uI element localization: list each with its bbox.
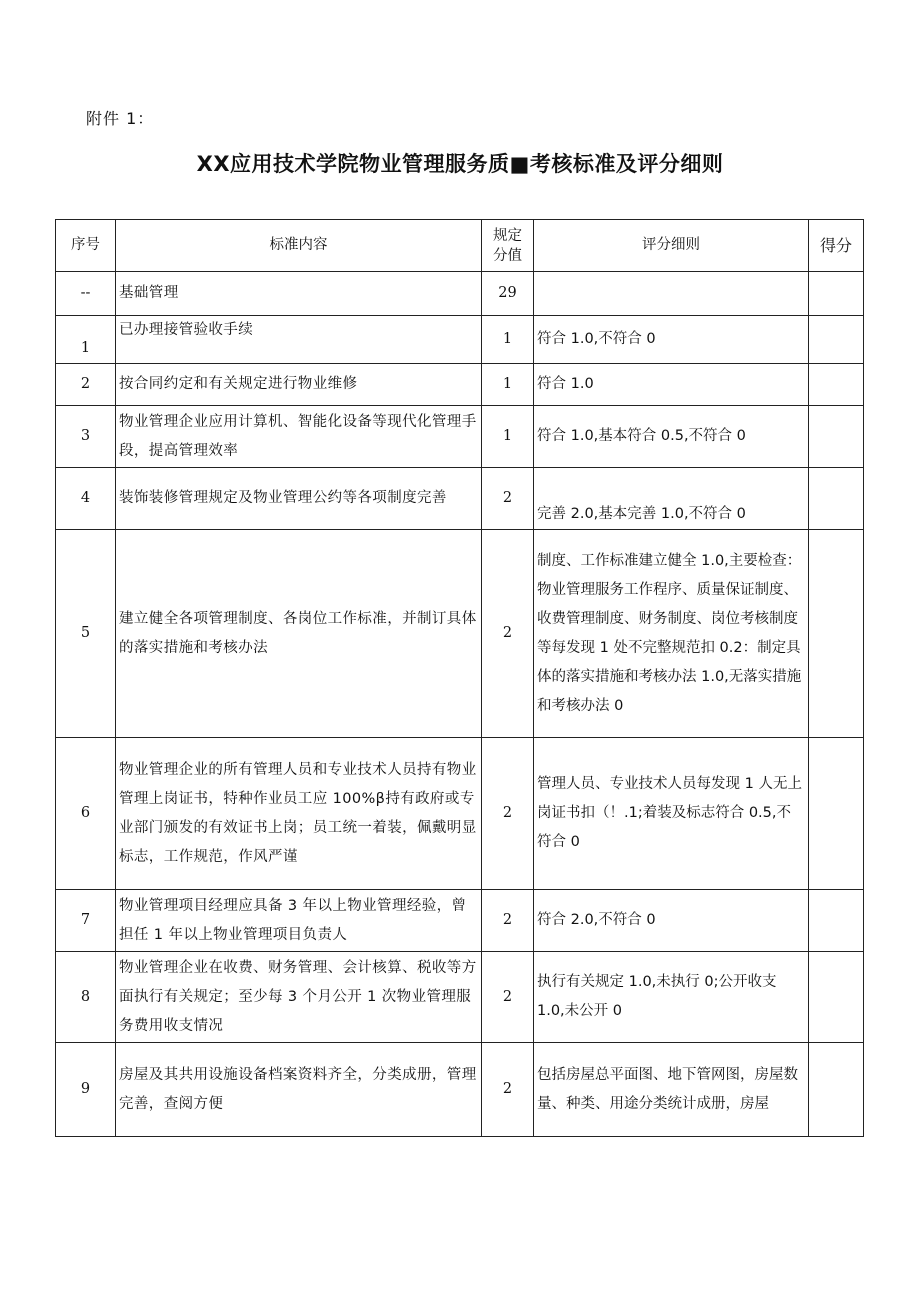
attachment-label: 附件 1： <box>86 109 155 128</box>
table-row <box>56 316 864 364</box>
row-standard: 物业管理企业在收费、财务管理、会计核算、税收等方面执行有关规定；至少每 3 个月公开 1 次物业管理服务费用收支情况 <box>116 952 482 1043</box>
row-standard: 房屋及其共用设施设备档案资料齐全，分类成册，管理完善，查阅方便 <box>116 1043 482 1137</box>
row-rules: 符合 1.0,基本符合 0.5,不符合 0 <box>534 406 809 468</box>
row-score: 2 <box>482 468 534 530</box>
row-score: 2 <box>482 952 534 1043</box>
row-rules: 符合 1.0 <box>534 364 809 406</box>
row-rules: 完善 2.0,基本完善 1.0,不符合 0 <box>534 468 809 530</box>
table-row <box>56 738 864 890</box>
row-no: 7 <box>56 890 116 952</box>
row-got <box>809 364 864 406</box>
row-standard: 物业管理项目经理应具备 3 年以上物业管理经验，曾担任 1 年以上物业管理项目负责人 <box>116 890 482 952</box>
row-got <box>809 738 864 890</box>
row-score: 2 <box>482 738 534 890</box>
row-no: 8 <box>56 952 116 1043</box>
row-no: 3 <box>56 406 116 468</box>
row-standard: 按合同约定和有关规定进行物业维修 <box>116 364 482 406</box>
row-rules: 包括房屋总平面图、地下管网图，房屋数量、种类、用途分类统计成册，房屋 <box>534 1043 809 1137</box>
row-got <box>809 952 864 1043</box>
table-row <box>56 406 864 468</box>
header-standard: 标准内容 <box>116 220 482 272</box>
header-score <box>482 220 534 272</box>
table-row <box>56 364 864 406</box>
row-rules: 管理人员、专业技术人员每发现 1 人无上岗证书扣（！.1;着装及标志符合 0.5,不符合 0 <box>534 738 809 890</box>
row-no: 1 <box>56 316 116 364</box>
row-got <box>809 530 864 738</box>
row-rules: 制度、工作标准建立健全 1.0,主要检查：物业管理服务工作程序、质量保证制度、收费管理制度、财务制度、岗位考核制度等每发现 1 处不完整规范扣 0.2：制定具体的落实措施和考核办法 1.0,无落实措施和考核办法 0 <box>534 530 809 738</box>
row-standard: 基础管理 <box>116 272 482 316</box>
row-standard: 物业管理企业的所有管理人员和专业技术人员持有物业管理上岗证书，特种作业员工应 100%β持有政府或专业部门颁发的有效证书上岗；员工统一着装，佩戴明显标志，工作规范，作风严谨 <box>116 738 482 890</box>
row-score: 1 <box>482 316 534 364</box>
assessment-table <box>55 219 864 1137</box>
table-row <box>56 468 864 530</box>
row-got <box>809 316 864 364</box>
row-no: 2 <box>56 364 116 406</box>
row-got <box>809 272 864 316</box>
row-no: 4 <box>56 468 116 530</box>
row-standard: 物业管理企业应用计算机、智能化设备等现代化管理手段，提高管理效率 <box>116 406 482 468</box>
header-score-line1: 规定 <box>493 227 522 244</box>
row-got <box>809 406 864 468</box>
row-score: 2 <box>482 1043 534 1137</box>
table-row <box>56 890 864 952</box>
row-score: 29 <box>482 272 534 316</box>
row-rules: 执行有关规定 1.0,未执行 0;公开收支 1.0,未公开 0 <box>534 952 809 1043</box>
header-got: 得分 <box>809 220 864 272</box>
table-row <box>56 272 864 316</box>
row-score: 1 <box>482 406 534 468</box>
row-no: 5 <box>56 530 116 738</box>
header-score-line2: 分值 <box>493 247 522 264</box>
row-score: 2 <box>482 530 534 738</box>
row-score: 1 <box>482 364 534 406</box>
header-rules: 评分细则 <box>534 220 809 272</box>
table-row <box>56 530 864 738</box>
row-standard: 已办理接管验收手续 <box>116 316 482 364</box>
row-got <box>809 468 864 530</box>
document-title: XX应用技术学院物业管理服务质■考核标准及评分细则 <box>196 152 724 176</box>
row-rules: 符合 1.0,不符合 0 <box>534 316 809 364</box>
row-no: 6 <box>56 738 116 890</box>
table-row <box>56 1043 864 1137</box>
table-row <box>56 952 864 1043</box>
header-no: 序号 <box>56 220 116 272</box>
row-standard: 装饰装修管理规定及物业管理公约等各项制度完善 <box>116 468 482 530</box>
header-row <box>56 220 864 272</box>
row-got <box>809 1043 864 1137</box>
row-standard: 建立健全各项管理制度、各岗位工作标准，并制订具体的落实措施和考核办法 <box>116 530 482 738</box>
row-no: -- <box>56 272 116 316</box>
row-no: 9 <box>56 1043 116 1137</box>
row-got <box>809 890 864 952</box>
row-rules: 符合 2.0,不符合 0 <box>534 890 809 952</box>
row-rules <box>534 272 809 316</box>
row-score: 2 <box>482 890 534 952</box>
